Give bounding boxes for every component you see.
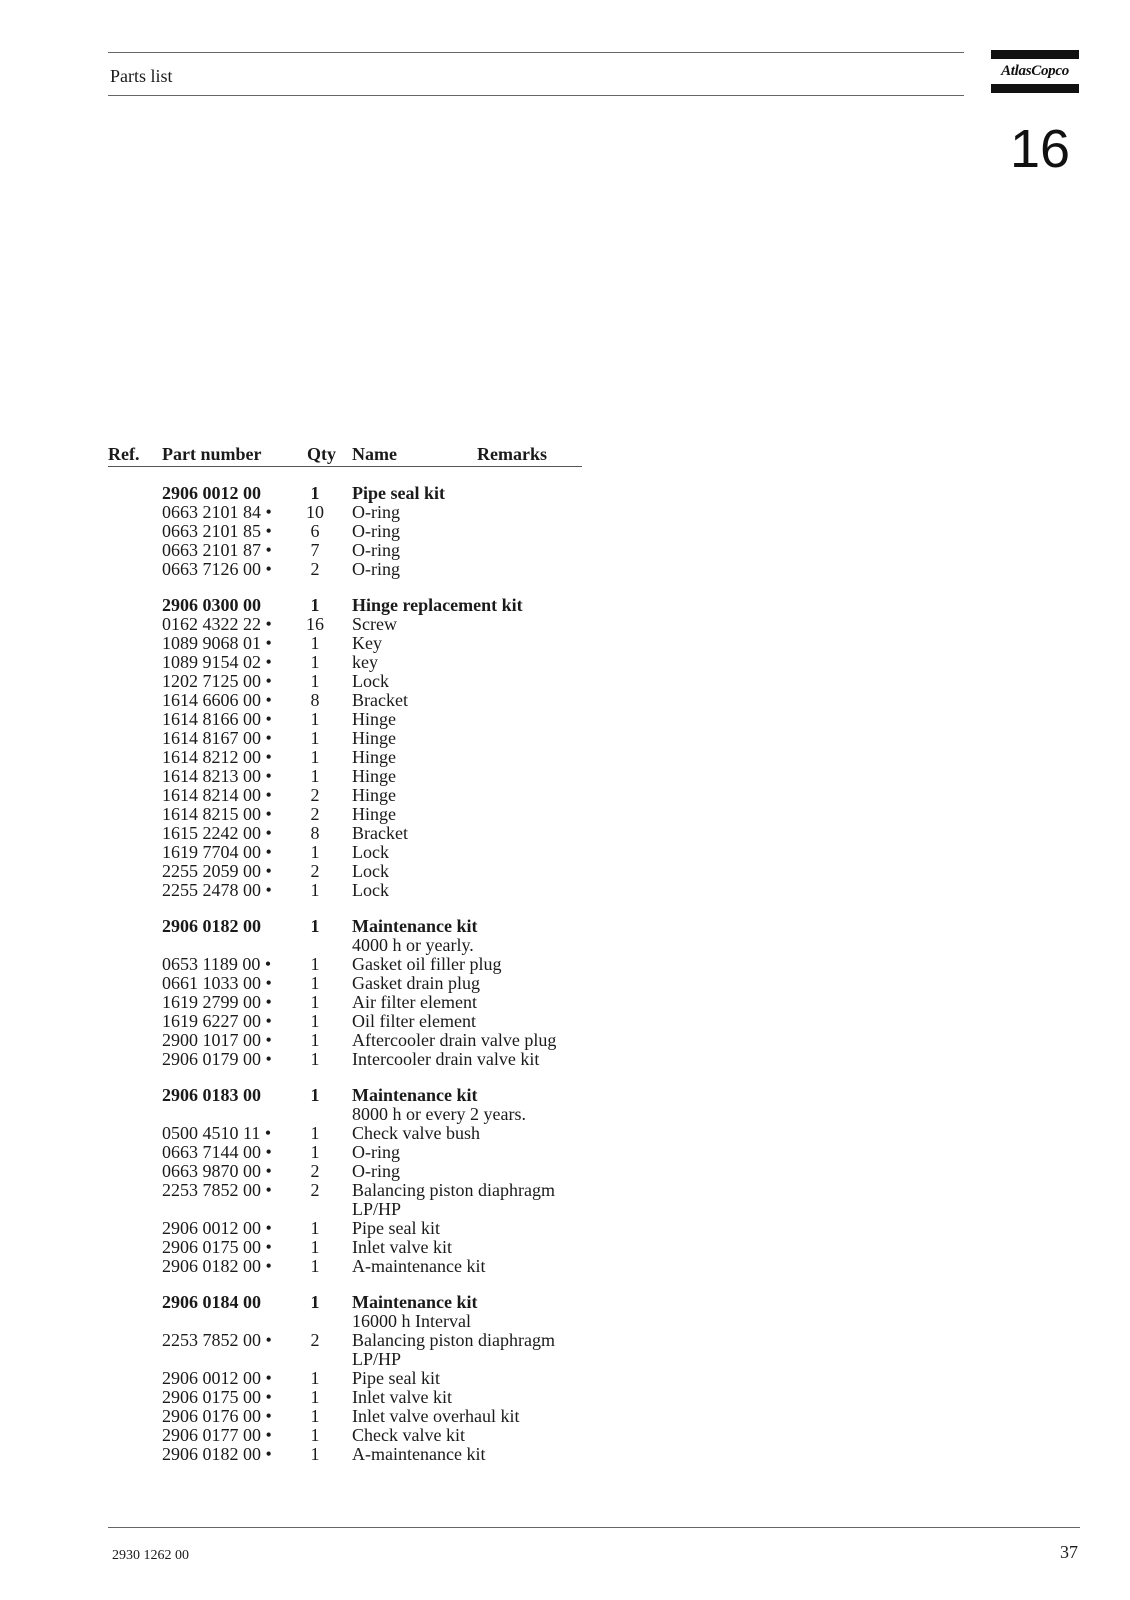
name-cell: Inlet valve kit: [352, 1237, 452, 1257]
part-number-cell: 2906 0183 00: [162, 1085, 261, 1105]
table-row: [108, 1350, 582, 1369]
table-row: [108, 1426, 582, 1445]
name-cell: Lock: [352, 842, 389, 862]
part-number-cell: 1615 2242 00 •: [162, 823, 272, 843]
qty-cell: 1: [310, 671, 320, 691]
table-row: [108, 1181, 582, 1200]
qty-cell: 1: [310, 766, 320, 786]
part-number-cell: 0653 1189 00 •: [162, 954, 272, 974]
part-number-cell: 1614 8213 00 •: [162, 766, 272, 786]
table-row: [108, 1143, 582, 1162]
qty-cell: 1: [310, 1444, 320, 1464]
part-number-cell: 1614 6606 00 •: [162, 690, 272, 710]
part-number-cell: 2255 2059 00 •: [162, 861, 272, 881]
name-cell: Gasket drain plug: [352, 973, 480, 993]
qty-cell: 1: [310, 1237, 320, 1257]
qty-cell: 2: [310, 1180, 320, 1200]
qty-cell: 1: [310, 652, 320, 672]
name-cell: Screw: [352, 614, 397, 634]
name-cell: LP/HP: [352, 1349, 402, 1369]
table-row: [108, 691, 582, 710]
qty-cell: 1: [310, 1011, 320, 1031]
name-cell: O-ring: [352, 502, 400, 522]
header-top-rule: [108, 52, 964, 53]
table-row: [108, 1445, 582, 1464]
kit-row: [108, 484, 582, 503]
name-cell: Hinge: [352, 804, 396, 824]
name-cell: Pipe seal kit: [352, 1218, 440, 1238]
part-number-cell: 2906 0012 00 •: [162, 1368, 272, 1388]
name-cell: Key: [352, 633, 382, 653]
header-part-number: Part number: [162, 444, 262, 464]
name-cell: O-ring: [352, 521, 400, 541]
qty-cell: 1: [310, 1425, 320, 1445]
header-qty: Qty: [307, 444, 336, 464]
qty-cell: 1: [310, 1256, 320, 1276]
table-row: [108, 955, 582, 974]
kit-row: [108, 1293, 582, 1312]
table-body: [108, 484, 582, 1464]
parts-table: [108, 444, 582, 1464]
name-cell: Check valve kit: [352, 1425, 465, 1445]
name-cell: LP/HP: [352, 1199, 402, 1219]
logo-wordmark: AtlasCopco: [1001, 63, 1069, 79]
name-cell: Lock: [352, 671, 389, 691]
table-row: [108, 522, 582, 541]
qty-cell: 1: [310, 1368, 320, 1388]
part-number-cell: 2906 0177 00 •: [162, 1425, 272, 1445]
part-number-cell: 1619 7704 00 •: [162, 842, 272, 862]
table-row: [108, 560, 582, 579]
table-row: [108, 729, 582, 748]
table-row: [108, 881, 582, 900]
table-row: [108, 748, 582, 767]
table-row: [108, 786, 582, 805]
qty-cell: 1: [310, 973, 320, 993]
footer-doc-number: 2930 1262 00: [112, 1548, 189, 1563]
part-number-cell: 1614 8167 00 •: [162, 728, 272, 748]
name-cell: Air filter element: [352, 992, 477, 1012]
part-number-cell: 2906 0182 00: [162, 916, 261, 936]
header-ref: Ref.: [108, 444, 140, 464]
part-number-cell: 2906 0300 00: [162, 595, 261, 615]
name-cell: O-ring: [352, 559, 400, 579]
name-cell: Hinge: [352, 728, 396, 748]
part-number-cell: 1614 8166 00 •: [162, 709, 272, 729]
footer-rule: [108, 1527, 1080, 1528]
kit-row: [108, 596, 582, 615]
table-row: [108, 653, 582, 672]
table-row: [108, 1105, 582, 1124]
qty-cell: 1: [310, 483, 320, 503]
part-number-cell: 1614 8212 00 •: [162, 747, 272, 767]
name-cell: O-ring: [352, 540, 400, 560]
name-cell: Pipe seal kit: [352, 1368, 440, 1388]
qty-cell: 16: [306, 614, 324, 634]
name-cell: Maintenance kit: [352, 1085, 478, 1105]
qty-cell: 1: [310, 954, 320, 974]
name-cell: O-ring: [352, 1142, 400, 1162]
qty-cell: 1: [310, 1085, 320, 1105]
part-number-cell: 2906 0012 00: [162, 483, 261, 503]
header-bottom-rule: [108, 95, 964, 96]
name-cell: Oil filter element: [352, 1011, 476, 1031]
part-number-cell: 1619 2799 00 •: [162, 992, 272, 1012]
qty-cell: 2: [310, 861, 320, 881]
name-cell: 4000 h or yearly.: [352, 935, 474, 955]
part-number-cell: 2906 0182 00 •: [162, 1256, 272, 1276]
table-row: [108, 1200, 582, 1219]
part-number-cell: 1619 6227 00 •: [162, 1011, 272, 1031]
table-row: [108, 1012, 582, 1031]
name-cell: Aftercooler drain valve plug: [352, 1030, 557, 1050]
name-cell: Lock: [352, 861, 389, 881]
name-cell: key: [352, 652, 378, 672]
qty-cell: 2: [310, 804, 320, 824]
qty-cell: 8: [310, 823, 320, 843]
name-cell: Maintenance kit: [352, 916, 478, 936]
part-number-cell: 1202 7125 00 •: [162, 671, 272, 691]
part-group: [108, 596, 582, 900]
qty-cell: 2: [310, 785, 320, 805]
qty-cell: 1: [310, 1218, 320, 1238]
section-number: 16: [1010, 119, 1071, 179]
header-remarks: Remarks: [477, 444, 547, 464]
table-row: [108, 1219, 582, 1238]
name-cell: Hinge replacement kit: [352, 595, 523, 615]
name-cell: Hinge: [352, 766, 396, 786]
part-number-cell: 2906 0012 00 •: [162, 1218, 272, 1238]
part-number-cell: 2906 0176 00 •: [162, 1406, 272, 1426]
qty-cell: 1: [310, 728, 320, 748]
qty-cell: 1: [310, 633, 320, 653]
name-cell: Balancing piston diaphragm: [352, 1330, 555, 1350]
name-cell: A-maintenance kit: [352, 1444, 486, 1464]
table-row: [108, 1238, 582, 1257]
qty-cell: 1: [310, 595, 320, 615]
name-cell: Bracket: [352, 690, 408, 710]
table-row: [108, 993, 582, 1012]
table-row: [108, 974, 582, 993]
part-number-cell: 0500 4510 11 •: [162, 1123, 272, 1143]
name-cell: Gasket oil filler plug: [352, 954, 502, 974]
qty-cell: 2: [310, 559, 320, 579]
table-row: [108, 805, 582, 824]
kit-row: [108, 917, 582, 936]
qty-cell: 10: [306, 502, 324, 522]
kit-row: [108, 1086, 582, 1105]
table-row: [108, 710, 582, 729]
table-row: [108, 1124, 582, 1143]
part-number-cell: 2906 0184 00: [162, 1292, 261, 1312]
qty-cell: 1: [310, 1049, 320, 1069]
part-group: [108, 484, 582, 579]
part-number-cell: 1089 9154 02 •: [162, 652, 272, 672]
part-number-cell: 0663 9870 00 •: [162, 1161, 272, 1181]
name-cell: Check valve bush: [352, 1123, 480, 1143]
qty-cell: 1: [310, 880, 320, 900]
table-row: [108, 1388, 582, 1407]
table-row: [108, 1331, 582, 1350]
part-number-cell: 2900 1017 00 •: [162, 1030, 272, 1050]
name-cell: Balancing piston diaphragm: [352, 1180, 555, 1200]
table-row: [108, 824, 582, 843]
part-number-cell: 0663 2101 84 •: [162, 502, 272, 522]
qty-cell: 6: [310, 521, 320, 541]
qty-cell: 8: [310, 690, 320, 710]
name-cell: O-ring: [352, 1161, 400, 1181]
table-row: [108, 503, 582, 522]
part-number-cell: 0661 1033 00 •: [162, 973, 272, 993]
table-row: [108, 862, 582, 881]
table-row: [108, 1369, 582, 1388]
name-cell: Pipe seal kit: [352, 483, 445, 503]
name-cell: Hinge: [352, 747, 396, 767]
part-number-cell: 0162 4322 22 •: [162, 614, 272, 634]
qty-cell: 7: [310, 540, 320, 560]
part-number-cell: 2906 0179 00 •: [162, 1049, 272, 1069]
name-cell: Intercooler drain valve kit: [352, 1049, 540, 1069]
part-number-cell: 2906 0175 00 •: [162, 1387, 272, 1407]
table-row: [108, 672, 582, 691]
table-row: [108, 843, 582, 862]
table-row: [108, 767, 582, 786]
part-number-cell: 2255 2478 00 •: [162, 880, 272, 900]
qty-cell: 1: [310, 709, 320, 729]
table-row: [108, 1312, 582, 1331]
name-cell: Inlet valve overhaul kit: [352, 1406, 520, 1426]
qty-cell: 1: [310, 747, 320, 767]
name-cell: 16000 h Interval: [352, 1311, 471, 1331]
table-row: [108, 1407, 582, 1426]
header-title: Parts list: [110, 66, 173, 86]
name-cell: Hinge: [352, 785, 396, 805]
qty-cell: 1: [310, 1123, 320, 1143]
name-cell: A-maintenance kit: [352, 1256, 486, 1276]
part-number-cell: 2253 7852 00 •: [162, 1180, 272, 1200]
qty-cell: 1: [310, 1030, 320, 1050]
part-number-cell: 2906 0175 00 •: [162, 1237, 272, 1257]
table-row: [108, 634, 582, 653]
table-header: [108, 444, 582, 467]
qty-cell: 2: [310, 1330, 320, 1350]
name-cell: Bracket: [352, 823, 408, 843]
table-row: [108, 1162, 582, 1181]
table-row: [108, 1031, 582, 1050]
part-number-cell: 1614 8215 00 •: [162, 804, 272, 824]
table-row: [108, 1257, 582, 1276]
header-name: Name: [352, 444, 397, 464]
qty-cell: 1: [310, 1387, 320, 1407]
part-number-cell: 1089 9068 01 •: [162, 633, 272, 653]
qty-cell: 1: [310, 1142, 320, 1162]
part-group: [108, 1293, 582, 1464]
part-group: [108, 917, 582, 1069]
table-row: [108, 936, 582, 955]
qty-cell: 1: [310, 842, 320, 862]
name-cell: 8000 h or every 2 years.: [352, 1104, 526, 1124]
qty-cell: 2: [310, 1161, 320, 1181]
name-cell: Inlet valve kit: [352, 1387, 452, 1407]
name-cell: Hinge: [352, 709, 396, 729]
part-number-cell: 2906 0182 00 •: [162, 1444, 272, 1464]
part-number-cell: 0663 2101 87 •: [162, 540, 272, 560]
qty-cell: 1: [310, 1292, 320, 1312]
part-number-cell: 1614 8214 00 •: [162, 785, 272, 805]
part-number-cell: 0663 7126 00 •: [162, 559, 272, 579]
atlas-copco-logo: [991, 50, 1079, 93]
part-number-cell: 2253 7852 00 •: [162, 1330, 272, 1350]
logo-bar-bottom: [991, 84, 1079, 93]
footer-page-number: 37: [1060, 1542, 1078, 1562]
part-number-cell: 0663 7144 00 •: [162, 1142, 272, 1162]
qty-cell: 1: [310, 916, 320, 936]
qty-cell: 1: [310, 992, 320, 1012]
name-cell: Lock: [352, 880, 389, 900]
table-row: [108, 1050, 582, 1069]
logo-bar-top: [991, 50, 1079, 59]
table-row: [108, 541, 582, 560]
qty-cell: 1: [310, 1406, 320, 1426]
table-row: [108, 615, 582, 634]
name-cell: Maintenance kit: [352, 1292, 478, 1312]
part-group: [108, 1086, 582, 1276]
part-number-cell: 0663 2101 85 •: [162, 521, 272, 541]
